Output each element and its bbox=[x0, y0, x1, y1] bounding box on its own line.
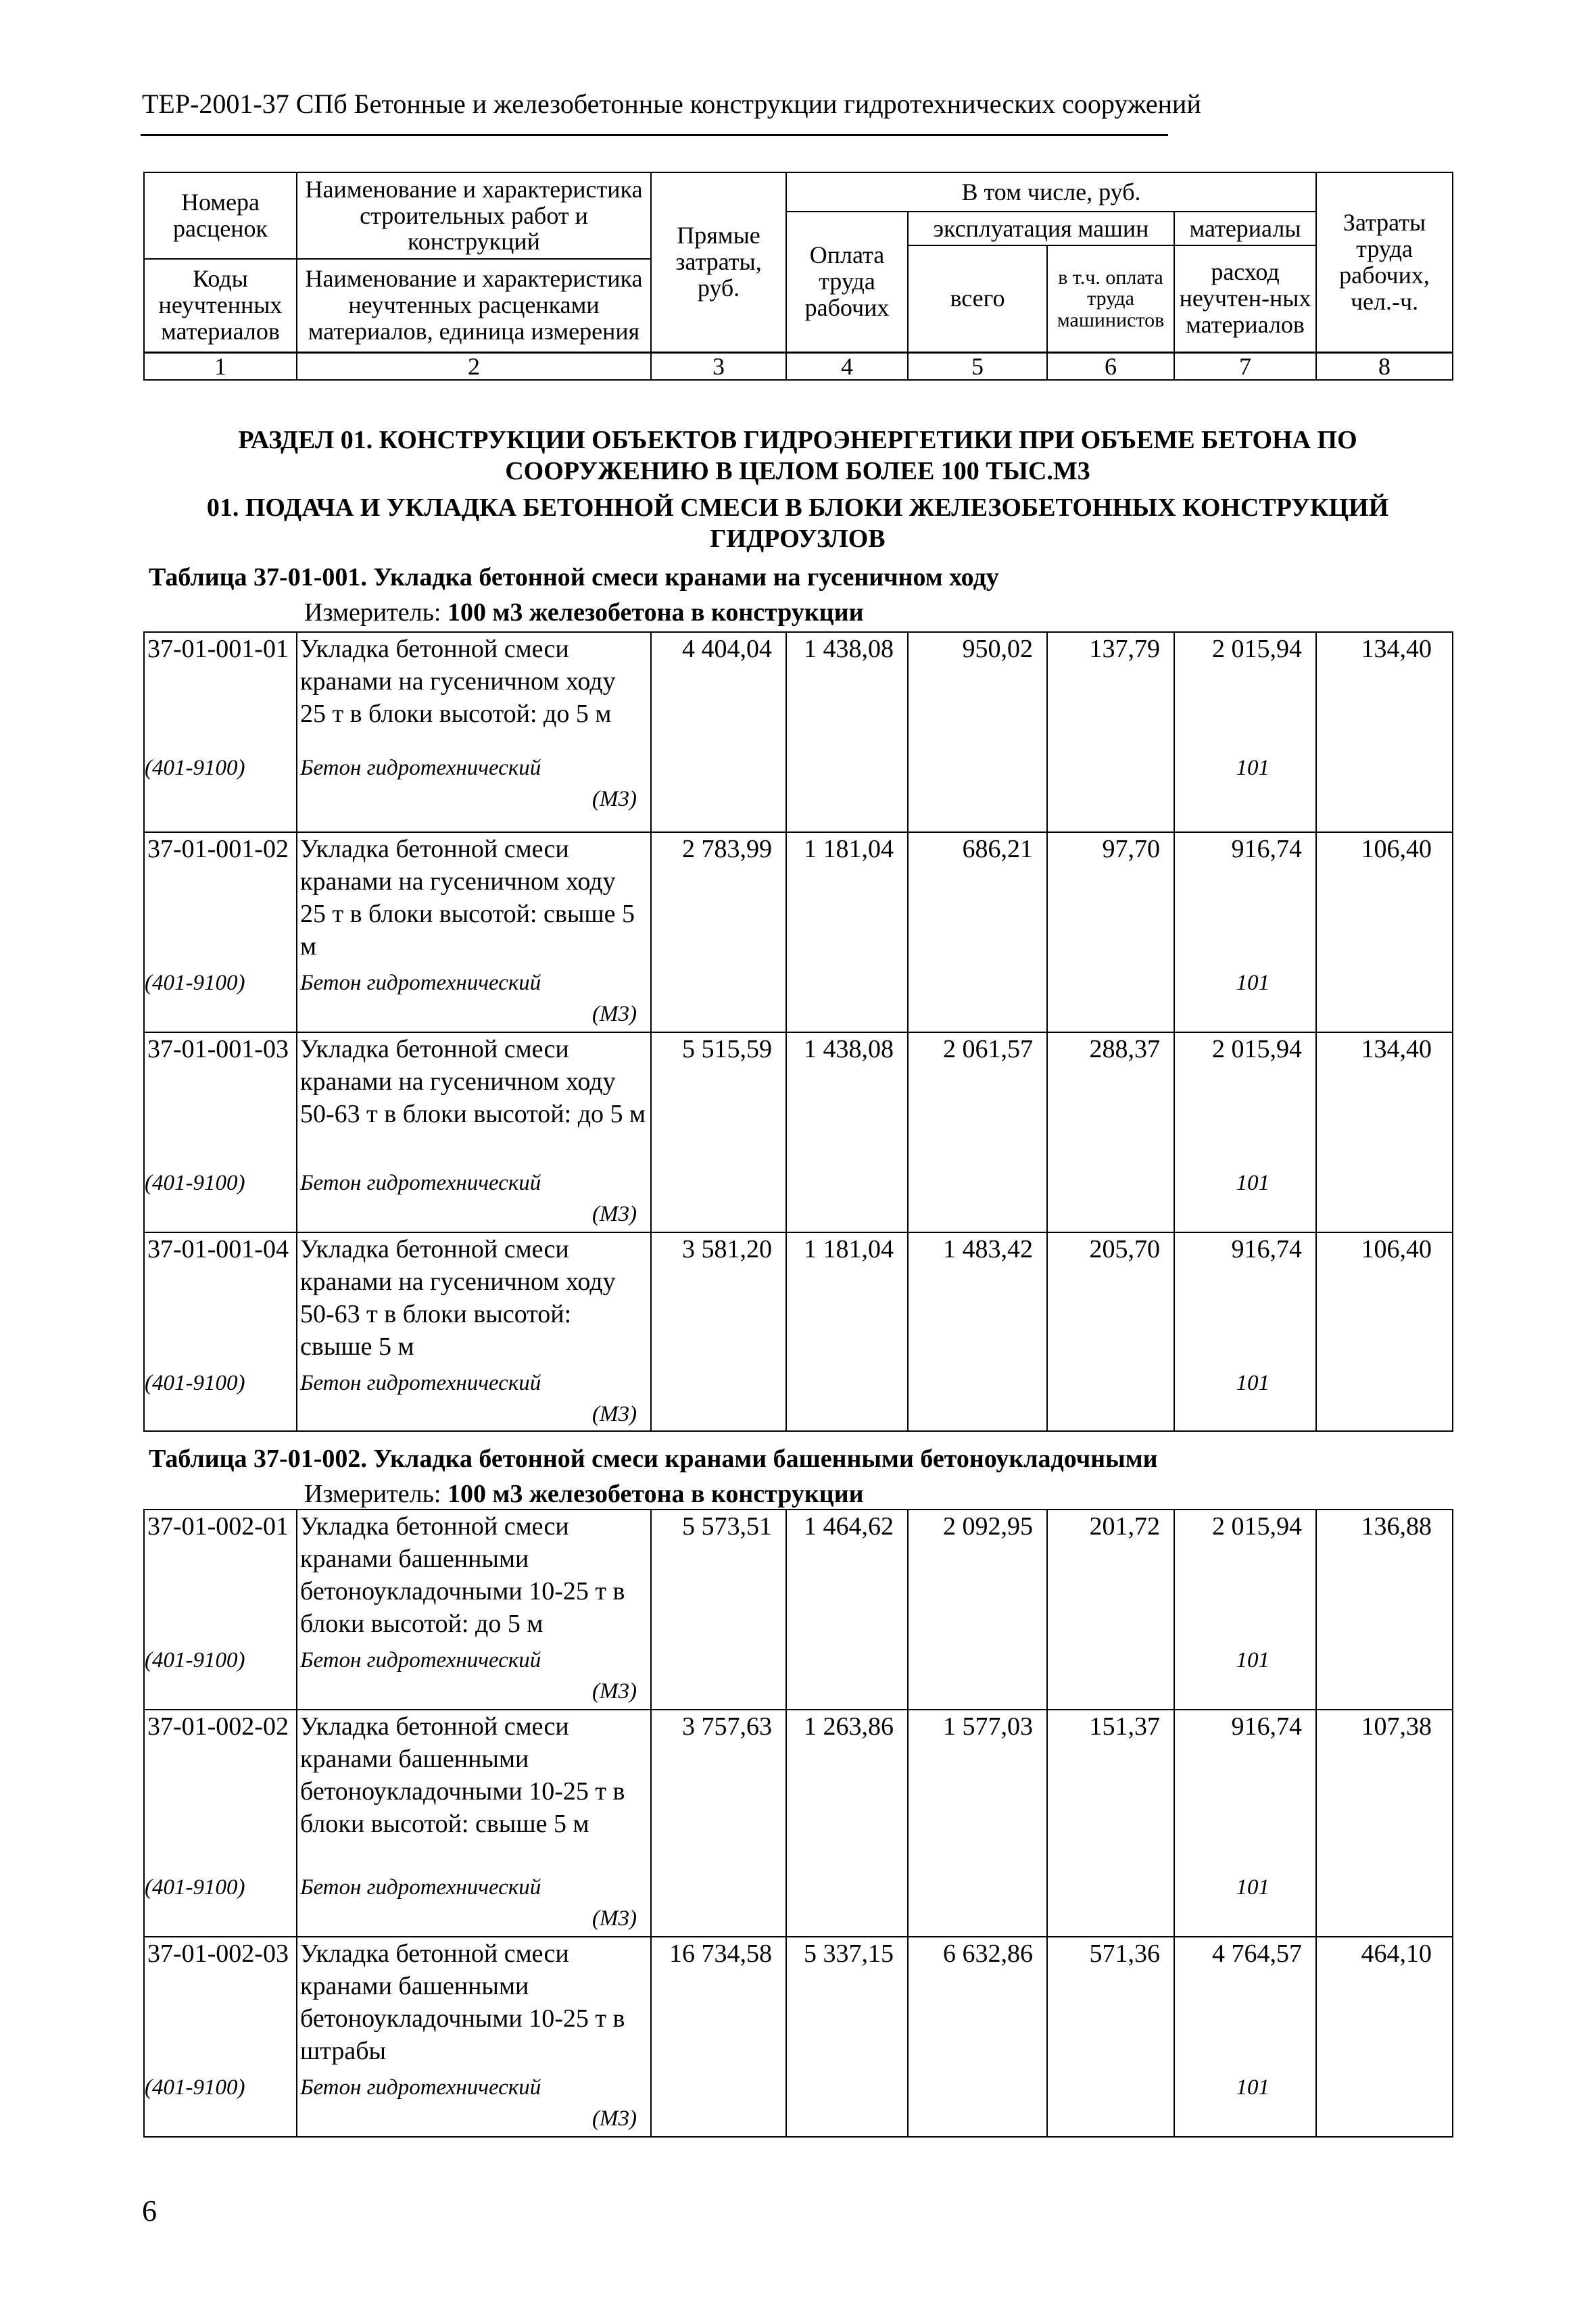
rate-name: Укладка бетонной смеси кранами башенными бетоноукладочными 10-25 т в штрабы bbox=[297, 1937, 651, 2072]
rate-code: 37-01-001-04 bbox=[144, 1232, 297, 1368]
machines-total-value: 686,21 bbox=[908, 832, 1047, 967]
machines-total-value: 6 632,86 bbox=[908, 1937, 1047, 2072]
column-number-1: 1 bbox=[144, 352, 297, 380]
worker-pay-value: 1 181,04 bbox=[786, 832, 908, 967]
materials-value: 916,74 bbox=[1174, 1232, 1316, 1368]
operator-pay-value: 97,70 bbox=[1047, 832, 1174, 967]
empty-cell bbox=[786, 1368, 908, 1431]
materials-value: 916,74 bbox=[1174, 832, 1316, 967]
column-number-8: 8 bbox=[1316, 352, 1453, 380]
labor-hours-value: 106,40 bbox=[1316, 1232, 1453, 1368]
material-quantity: 101 bbox=[1174, 1645, 1316, 1710]
table-unit bbox=[304, 598, 863, 627]
empty-cell bbox=[1047, 1368, 1174, 1431]
empty-cell bbox=[786, 1645, 908, 1710]
operator-pay-value: 205,70 bbox=[1047, 1232, 1174, 1368]
column-header-labor-hours: Затраты труда рабочих, чел.-ч. bbox=[1316, 172, 1453, 352]
operator-pay-value: 137,79 bbox=[1047, 632, 1174, 752]
material-code: (401-9100) bbox=[144, 1872, 297, 1937]
direct-costs-value: 5 515,59 bbox=[651, 1032, 786, 1167]
page-number: 6 bbox=[142, 2194, 157, 2227]
empty-cell bbox=[1047, 967, 1174, 1032]
labor-hours-value: 106,40 bbox=[1316, 832, 1453, 967]
worker-pay-value: 1 438,08 bbox=[786, 632, 908, 752]
material-name-cell bbox=[297, 967, 651, 1032]
material-unit: (М3) bbox=[592, 1679, 637, 1704]
worker-pay-value: 1 438,08 bbox=[786, 1032, 908, 1167]
empty-cell bbox=[651, 1872, 786, 1937]
section-title: РАЗДЕЛ 01. КОНСТРУКЦИИ ОБЪЕКТОВ ГИДРОЭНЕРГЕТИКИ ПРИ ОБЪЕМЕ БЕТОНА ПО СООРУЖЕНИЮ В ЦЕЛОМ БОЛЕЕ 100 ТЫС.М3 bbox=[238, 426, 1357, 485]
material-unit: (М3) bbox=[592, 787, 637, 811]
column-header-material-consumption: расход неучтен-ных материалов bbox=[1174, 245, 1316, 352]
empty-cell bbox=[908, 1368, 1047, 1431]
empty-cell bbox=[1316, 1645, 1453, 1710]
material-quantity: 101 bbox=[1174, 2072, 1316, 2137]
empty-cell bbox=[651, 1368, 786, 1431]
material-name: Бетон гидротехнический bbox=[300, 1371, 541, 1395]
empty-cell bbox=[651, 752, 786, 832]
material-code: (401-9100) bbox=[144, 752, 297, 832]
worker-pay-value: 1 263,86 bbox=[786, 1710, 908, 1872]
empty-cell bbox=[786, 2072, 908, 2137]
material-code: (401-9100) bbox=[144, 967, 297, 1032]
column-number-6: 6 bbox=[1047, 352, 1174, 380]
rate-name: Укладка бетонной смеси кранами на гусеничном ходу 25 т в блоки высотой: до 5 м bbox=[297, 632, 651, 752]
worker-pay-value: 1 464,62 bbox=[786, 1510, 908, 1645]
material-code: (401-9100) bbox=[144, 1368, 297, 1431]
subsection-title: 01. ПОДАЧА И УКЛАДКА БЕТОННОЙ СМЕСИ В БЛОКИ ЖЕЛЕЗОБЕТОННЫХ КОНСТРУКЦИЙ ГИДРОУЗЛОВ bbox=[206, 493, 1389, 553]
column-number-4: 4 bbox=[786, 352, 908, 380]
machines-total-value: 950,02 bbox=[908, 632, 1047, 752]
empty-cell bbox=[786, 967, 908, 1032]
empty-cell bbox=[1316, 967, 1453, 1032]
machines-total-value: 2 061,57 bbox=[908, 1032, 1047, 1167]
labor-hours-value: 107,38 bbox=[1316, 1710, 1453, 1872]
machines-total-value: 1 577,03 bbox=[908, 1710, 1047, 1872]
column-header-materials: материалы bbox=[1174, 212, 1316, 245]
empty-cell bbox=[1316, 752, 1453, 832]
rate-code: 37-01-002-02 bbox=[144, 1710, 297, 1872]
column-header-rate-number: Номера расценок bbox=[144, 172, 297, 259]
column-number-2: 2 bbox=[297, 352, 651, 380]
material-name-cell bbox=[297, 2072, 651, 2137]
empty-cell bbox=[1047, 1872, 1174, 1937]
materials-value: 916,74 bbox=[1174, 1710, 1316, 1872]
empty-cell bbox=[1047, 2072, 1174, 2137]
operator-pay-value: 571,36 bbox=[1047, 1937, 1174, 2072]
empty-cell bbox=[1316, 1872, 1453, 1937]
material-unit: (М3) bbox=[592, 2106, 637, 2131]
empty-cell bbox=[651, 967, 786, 1032]
material-quantity: 101 bbox=[1174, 1872, 1316, 1937]
direct-costs-value: 3 757,63 bbox=[651, 1710, 786, 1872]
column-header-material-names: Наименование и характеристика неучтенных расценками материалов, единица измерения bbox=[297, 259, 651, 352]
rate-code: 37-01-001-02 bbox=[144, 832, 297, 967]
column-header-operator-pay: в т.ч. оплата труда машинистов bbox=[1047, 245, 1174, 352]
material-quantity: 101 bbox=[1174, 967, 1316, 1032]
operator-pay-value: 151,37 bbox=[1047, 1710, 1174, 1872]
material-name: Бетон гидротехнический bbox=[300, 1171, 541, 1195]
empty-cell bbox=[908, 1167, 1047, 1232]
direct-costs-value: 3 581,20 bbox=[651, 1232, 786, 1368]
worker-pay-value: 5 337,15 bbox=[786, 1937, 908, 2072]
labor-hours-value: 464,10 bbox=[1316, 1937, 1453, 2072]
empty-cell bbox=[1316, 2072, 1453, 2137]
material-name: Бетон гидротехнический bbox=[300, 1875, 541, 1900]
empty-cell bbox=[1047, 1645, 1174, 1710]
empty-cell bbox=[908, 1645, 1047, 1710]
column-header-worker-pay: Оплата труда рабочих bbox=[786, 212, 908, 352]
column-header-including: В том числе, руб. bbox=[786, 172, 1316, 212]
empty-cell bbox=[786, 1167, 908, 1232]
direct-costs-value: 5 573,51 bbox=[651, 1510, 786, 1645]
material-code: (401-9100) bbox=[144, 1645, 297, 1710]
unit-value: 100 м3 железобетона в конструкции bbox=[448, 1480, 864, 1508]
empty-cell bbox=[1047, 1167, 1174, 1232]
empty-cell bbox=[651, 1167, 786, 1232]
material-name-cell bbox=[297, 1368, 651, 1431]
material-code: (401-9100) bbox=[144, 2072, 297, 2137]
worker-pay-value: 1 181,04 bbox=[786, 1232, 908, 1368]
column-header-direct-costs: Прямые затраты, руб. bbox=[651, 172, 786, 352]
direct-costs-value: 4 404,04 bbox=[651, 632, 786, 752]
material-name-cell bbox=[297, 1167, 651, 1232]
rate-code: 37-01-001-01 bbox=[144, 632, 297, 752]
direct-costs-value: 16 734,58 bbox=[651, 1937, 786, 2072]
rate-code: 37-01-002-03 bbox=[144, 1937, 297, 2072]
material-name: Бетон гидротехнический bbox=[300, 2075, 541, 2100]
labor-hours-value: 134,40 bbox=[1316, 1032, 1453, 1167]
header-divider bbox=[141, 134, 1168, 136]
rates-table bbox=[143, 631, 1453, 1432]
materials-value: 2 015,94 bbox=[1174, 1510, 1316, 1645]
rates-table bbox=[143, 1509, 1453, 2138]
rate-name: Укладка бетонной смеси кранами башенными бетоноукладочными 10-25 т в блоки высотой: до 5 м bbox=[297, 1510, 651, 1645]
column-number-5: 5 bbox=[908, 352, 1047, 380]
material-name-cell bbox=[297, 752, 651, 832]
unit-value: 100 м3 железобетона в конструкции bbox=[448, 598, 864, 627]
empty-cell bbox=[1047, 752, 1174, 832]
column-header-material-codes: Коды неучтенных материалов bbox=[144, 259, 297, 352]
materials-value: 2 015,94 bbox=[1174, 632, 1316, 752]
rate-name: Укладка бетонной смеси кранами на гусеничном ходу 25 т в блоки высотой: свыше 5 м bbox=[297, 832, 651, 967]
labor-hours-value: 136,88 bbox=[1316, 1510, 1453, 1645]
unit-prefix: Измеритель: bbox=[304, 598, 448, 627]
operator-pay-value: 288,37 bbox=[1047, 1032, 1174, 1167]
document-header: ТЕР-2001-37 СПб Бетонные и железобетонные конструкции гидротехнических сооружений bbox=[142, 89, 1201, 119]
rate-name: Укладка бетонной смеси кранами на гусеничном ходу 50-63 т в блоки высотой: до 5 м bbox=[297, 1032, 651, 1167]
rate-name: Укладка бетонной смеси кранами башенными бетоноукладочными 10-25 т в блоки высотой: свыше 5 м bbox=[297, 1710, 651, 1872]
table-title: Таблица 37-01-002. Укладка бетонной смеси кранами башенными бетоноукладочными bbox=[149, 1445, 1158, 1473]
machines-total-value: 2 092,95 bbox=[908, 1510, 1047, 1645]
empty-cell bbox=[1316, 1167, 1453, 1232]
column-number-3: 3 bbox=[651, 352, 786, 380]
material-name: Бетон гидротехнический bbox=[300, 756, 541, 780]
material-name-cell bbox=[297, 1645, 651, 1710]
material-unit: (М3) bbox=[592, 1002, 637, 1026]
column-header-machines: эксплуатация машин bbox=[908, 212, 1174, 245]
material-unit: (М3) bbox=[592, 1906, 637, 1931]
empty-cell bbox=[651, 2072, 786, 2137]
material-unit: (М3) bbox=[592, 1402, 637, 1426]
column-number-7: 7 bbox=[1174, 352, 1316, 380]
machines-total-value: 1 483,42 bbox=[908, 1232, 1047, 1368]
material-name: Бетон гидротехнический bbox=[300, 971, 541, 995]
material-code: (401-9100) bbox=[144, 1167, 297, 1232]
materials-value: 4 764,57 bbox=[1174, 1937, 1316, 2072]
operator-pay-value: 201,72 bbox=[1047, 1510, 1174, 1645]
rate-code: 37-01-002-01 bbox=[144, 1510, 297, 1645]
empty-cell bbox=[1316, 1368, 1453, 1431]
empty-cell bbox=[786, 752, 908, 832]
empty-cell bbox=[651, 1645, 786, 1710]
labor-hours-value: 134,40 bbox=[1316, 632, 1453, 752]
column-header-machines-total: всего bbox=[908, 245, 1047, 352]
material-quantity: 101 bbox=[1174, 1167, 1316, 1232]
material-unit: (М3) bbox=[592, 1202, 637, 1226]
empty-cell bbox=[908, 967, 1047, 1032]
table-title: Таблица 37-01-001. Укладка бетонной смеси кранами на гусеничном ходу bbox=[149, 563, 999, 592]
material-name: Бетон гидротехнический bbox=[300, 1648, 541, 1672]
direct-costs-value: 2 783,99 bbox=[651, 832, 786, 967]
empty-cell bbox=[908, 2072, 1047, 2137]
material-quantity: 101 bbox=[1174, 1368, 1316, 1431]
unit-prefix: Измеритель: bbox=[304, 1480, 448, 1508]
rate-name: Укладка бетонной смеси кранами на гусеничном ходу 50-63 т в блоки высотой: свыше 5 м bbox=[297, 1232, 651, 1368]
rate-code: 37-01-001-03 bbox=[144, 1032, 297, 1167]
column-header-work-name: Наименование и характеристика строительных работ и конструкций bbox=[297, 172, 651, 259]
column-header-table bbox=[143, 172, 1453, 381]
material-quantity: 101 bbox=[1174, 752, 1316, 832]
material-name-cell bbox=[297, 1872, 651, 1937]
empty-cell bbox=[908, 1872, 1047, 1937]
empty-cell bbox=[908, 752, 1047, 832]
materials-value: 2 015,94 bbox=[1174, 1032, 1316, 1167]
table-unit bbox=[304, 1479, 863, 1509]
empty-cell bbox=[786, 1872, 908, 1937]
